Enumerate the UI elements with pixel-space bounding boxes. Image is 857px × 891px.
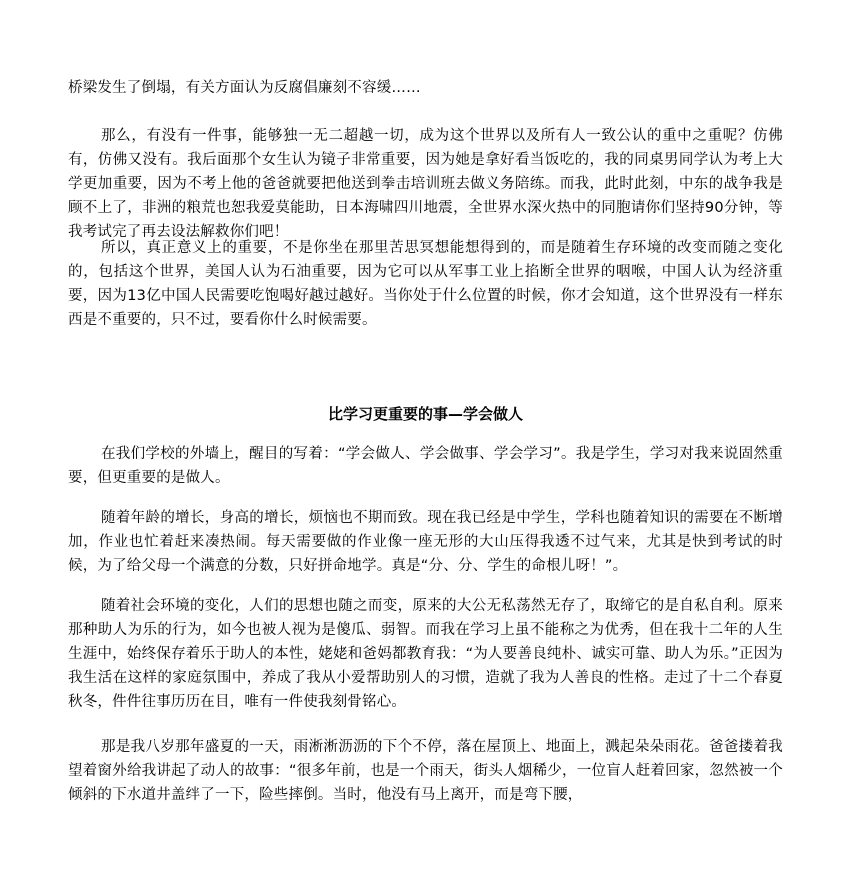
paragraph-growing-up: 随着年龄的增长，身高的增长，烦恼也不期而致。现在我已经是中学生，学科也随着知识的需要在不断增加，作业也忙着赶来凑热闹。每天需要做的作业像一座无形的大山压得我透不过气来，尤其是快到考试的时候，为了给父母一个满意的分数，只好拼命地学。真是“分、分、学生的命根儿呀！”。 (68, 510, 783, 574)
paragraph-bridge-collapse: 桥梁发生了倒塌，有关方面认为反腐倡廉刻不容缓…… (68, 80, 421, 96)
paragraph-true-importance: 所以，真正意义上的重要，不是你坐在那里苦思冥想能想得到的，而是随着生存环境的改变而随之变化的，包括这个世界，美国人认为石油重要，因为它可以从军事工业上掐断全世界的咽喉，中国人认为经济重要，因为13亿中国人民需要吃饱喝好越过越好。当你处于什么位置的时候，你才会知道，这个世界没有一样东西是不重要的，只不过，要看你什么时候需要。 (68, 240, 783, 328)
essay-title: 比学习更重要的事—学会做人 (327, 405, 523, 423)
paragraph-social-change: 随着社会环境的变化，人们的思想也随之而变，原来的大公无私荡然无存了，取缔它的是自私自利。原来那种助人为乐的行为，如今也被人视为是傻瓜、弱智。而我在学习上虽不能称之为优秀，但在我十二年的人生生涯中，始终保存着乐于助人的本性，姥姥和爸妈都教育我：“为人要善良纯朴、诚实可靠、助人为乐。”正因为我生活在这样的家庭氛围中，养成了我从小爱帮助别人的习惯，造就了我为人善良的性格。走过了十二个春夏秋冬，件件往事历历在目，唯有一件使我刻骨铭心。 (68, 598, 783, 710)
paragraph-school-wall: 在我们学校的外墙上，醒目的写着：“学会做人、学会做事、学会学习”。我是学生，学习对我来说固然重要，但更重要的是做人。 (68, 446, 783, 486)
paragraph-rainy-day-story: 那是我八岁那年盛夏的一天，雨淅淅沥沥的下个不停，落在屋顶上、地面上，溅起朵朵雨花。爸爸搂着我望着窗外给我讲起了动人的故事：“很多年前，也是一个雨天，街头人烟稀少，一位盲人赶着回家，忽然被一个倾斜的下水道井盖绊了一下，险些摔倒。当时，他没有马上离开，而是弯下腰， (68, 739, 783, 803)
paragraph-most-important-thing: 那么，有没有一件事，能够独一无二超越一切，成为这个世界以及所有人一致公认的重中之重呢？仿佛有，仿佛又没有。我后面那个女生认为镜子非常重要，因为她是拿好看当饭吃的，我的同桌男同学认为考上大学更加重要，因为不考上他的爸爸就要把他送到拳击培训班去做义务陪练。而我，此时此刻，中东的战争我是顾不上了，非洲的粮荒也恕我爱莫能助，日本海啸四川地震，全世界水深火热中的同胞请你们坚持90分钟，等我考试完了再去设法解救你们吧！ (68, 128, 783, 240)
